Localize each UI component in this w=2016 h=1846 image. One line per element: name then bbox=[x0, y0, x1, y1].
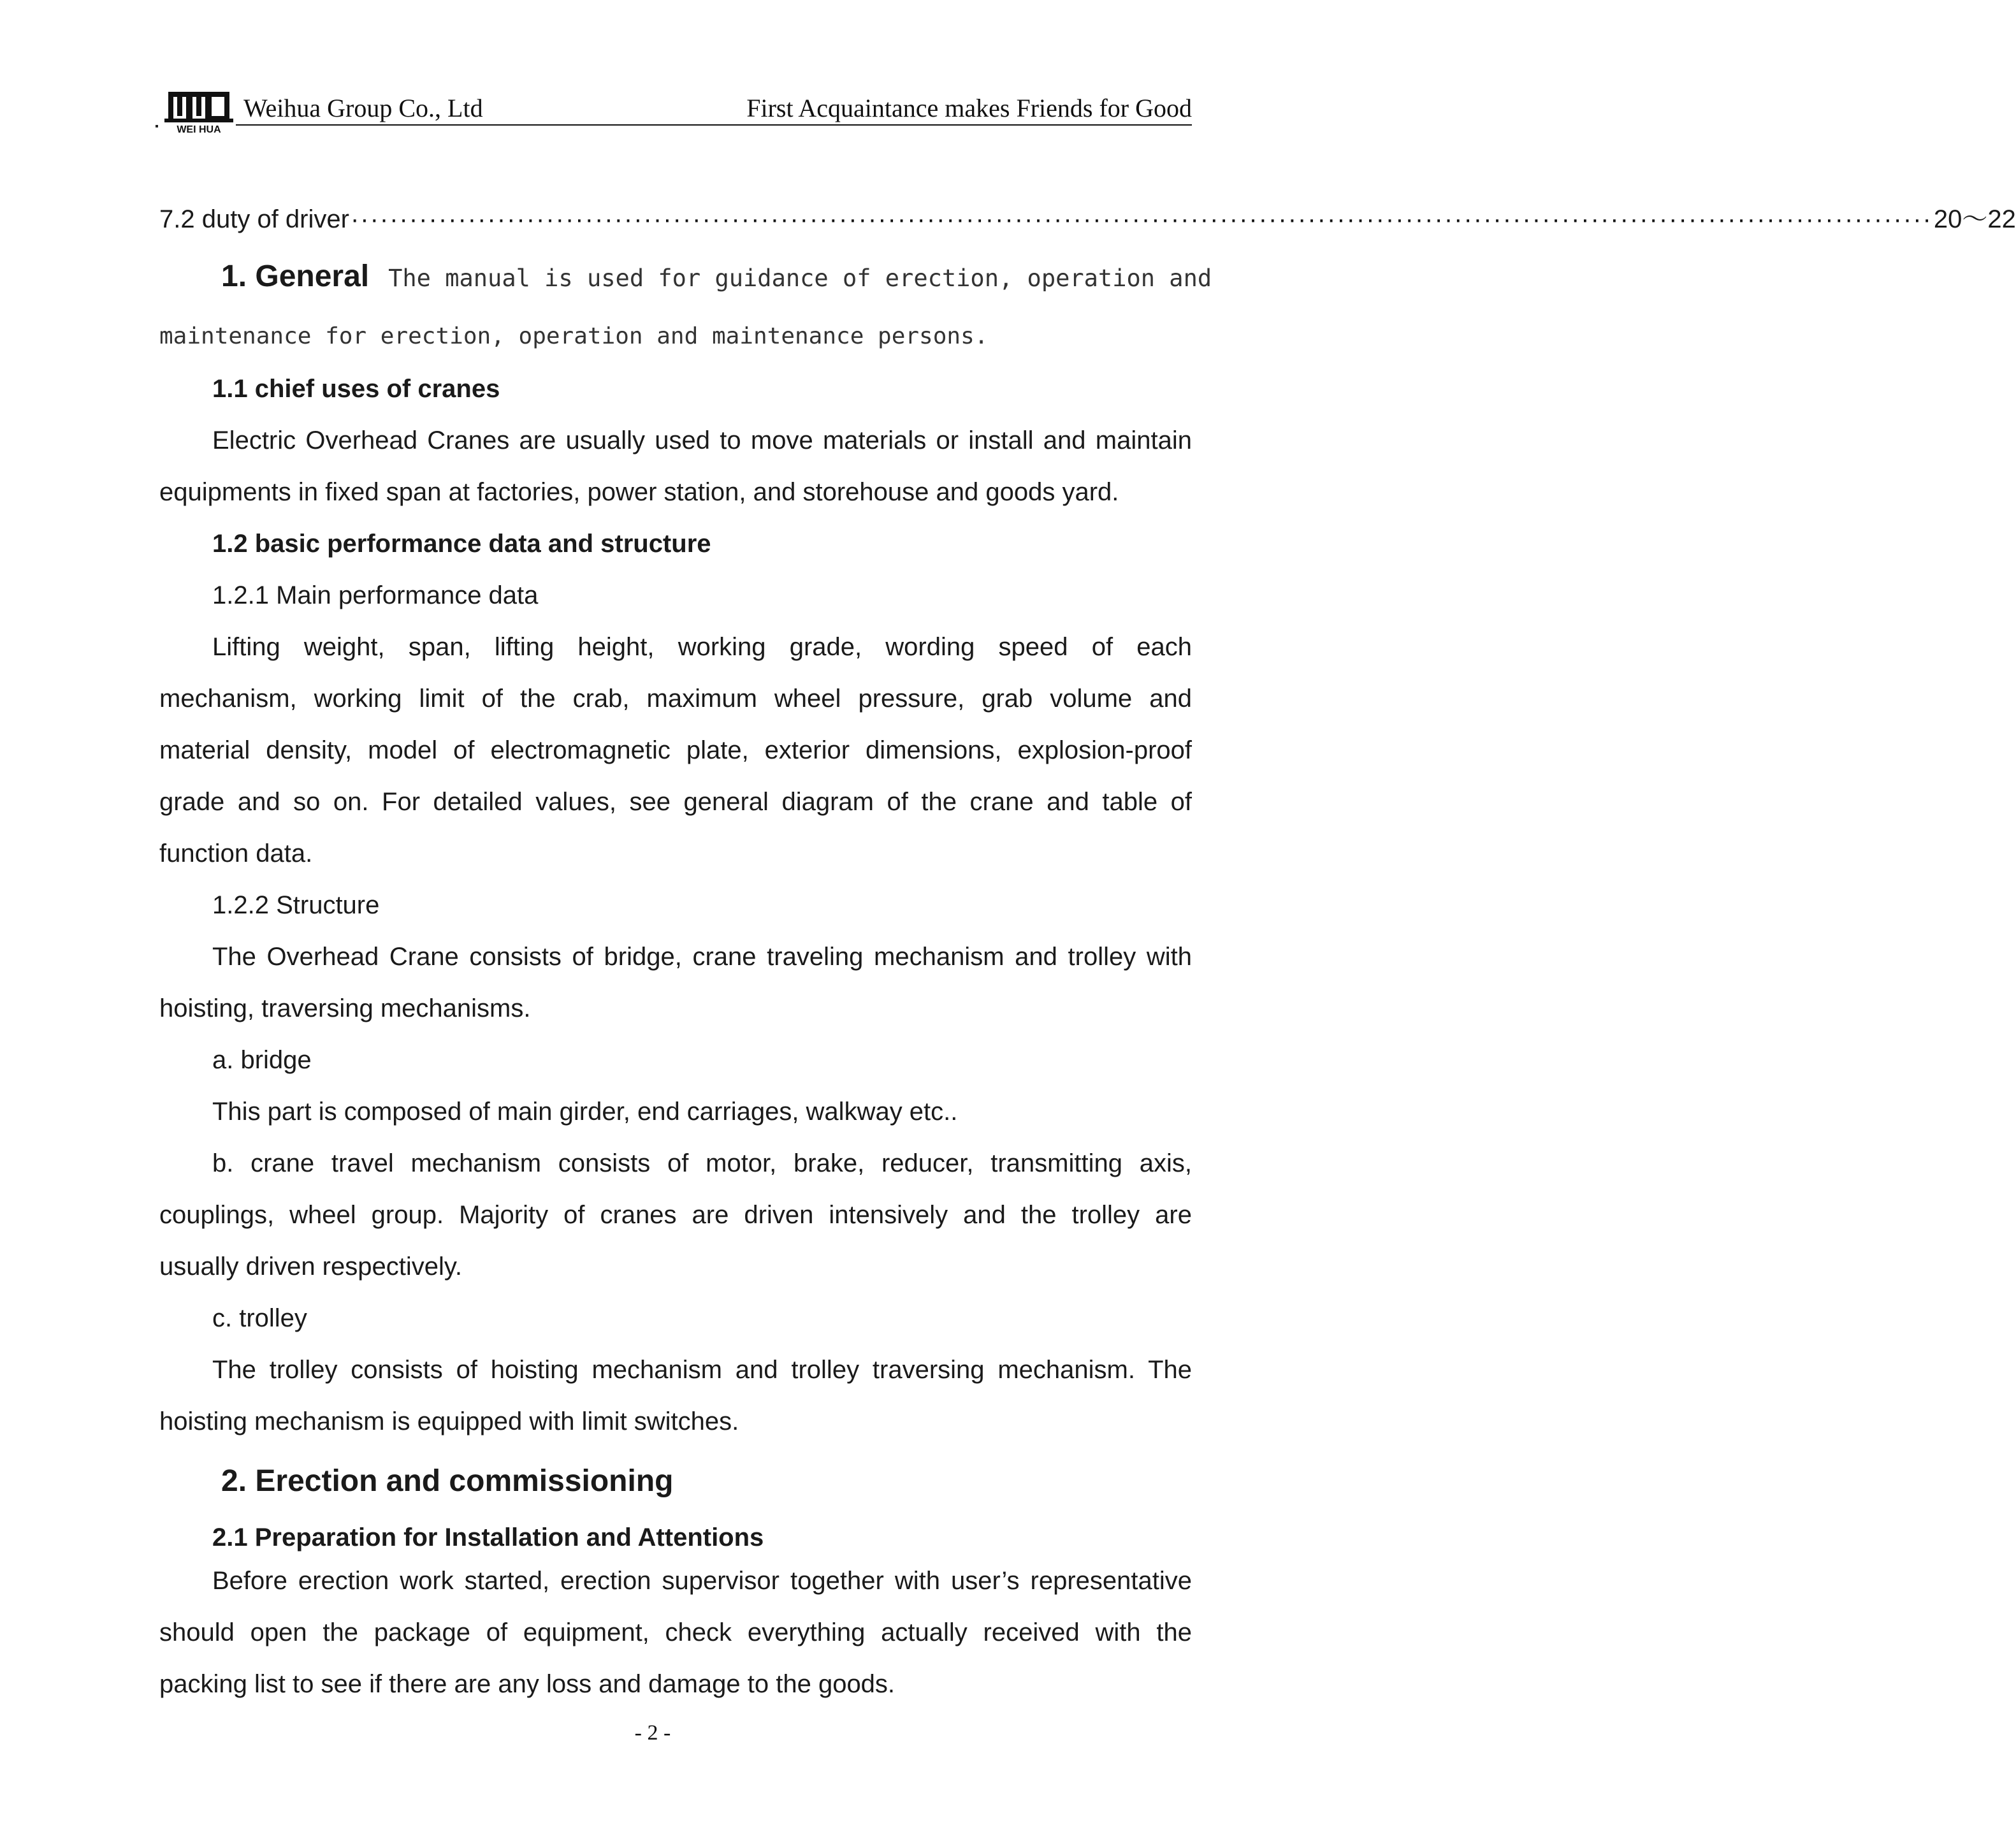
item-a-label: a. bridge bbox=[212, 1046, 312, 1074]
section-2-heading: 2. Erection and commissioning bbox=[221, 1464, 674, 1498]
struct-line-1: The Overhead Crane consists of bridge, crane traveling mechanism and trolley with bbox=[212, 943, 1192, 971]
page-number: - 2 - bbox=[634, 1721, 671, 1745]
item-b-line-1: b. crane travel mechanism consists of motor, brake, reducer, transmitting axis, bbox=[212, 1149, 1192, 1177]
perf-line-3: material density, model of electromagnetic plate, exterior dimensions, explosion-proof bbox=[159, 736, 1192, 764]
section-2-1-line-3: packing list to see if there are any loss and damage to the goods. bbox=[159, 1670, 896, 1698]
perf-line-1: Lifting weight, span, lifting height, working grade, wording speed of each bbox=[212, 633, 1192, 661]
header-dot bbox=[156, 125, 158, 127]
toc-leader-dots: ·································································································································································· bbox=[350, 205, 1933, 233]
item-c-label: c. trolley bbox=[212, 1304, 307, 1332]
section-1-intro-line-2: maintenance for erection, operation and maintenance persons. bbox=[159, 323, 989, 349]
struct-line-2: hoisting, traversing mechanisms. bbox=[159, 994, 531, 1022]
section-2-1-heading: 2.1 Preparation for Installation and Attentions bbox=[212, 1523, 764, 1552]
logo-text: WEI HUA bbox=[177, 124, 221, 135]
section-2-1-line-1: Before erection work started, erection supervisor together with user’s representative bbox=[212, 1567, 1192, 1595]
perf-line-5: function data. bbox=[159, 839, 313, 868]
perf-line-4: grade and so on. For detailed values, see general diagram of the crane and table of bbox=[159, 788, 1192, 816]
header-rule bbox=[236, 124, 1192, 126]
toc-entry-pages: 20～22 bbox=[1933, 205, 2016, 233]
section-1-heading-line bbox=[221, 259, 1212, 294]
item-c-line-1: The trolley consists of hoisting mechanism and trolley traversing mechanism. The bbox=[212, 1356, 1192, 1384]
section-1-2-heading: 1.2 basic performance data and structure bbox=[212, 530, 711, 558]
item-b-line-2: couplings, wheel group. Majority of cranes are driven intensively and the trolley are bbox=[159, 1201, 1192, 1229]
section-1-1-heading: 1.1 chief uses of cranes bbox=[212, 375, 500, 403]
section-1-intro-line-1: The manual is used for guidance of erection, operation and bbox=[388, 265, 1212, 292]
section-1-2-1-heading: 1.2.1 Main performance data bbox=[212, 581, 539, 609]
weihua-logo-icon bbox=[164, 89, 233, 135]
company-slogan: First Acquaintance makes Friends for Good bbox=[746, 94, 1192, 122]
item-c-line-2: hoisting mechanism is equipped with limit switches. bbox=[159, 1407, 739, 1435]
perf-line-2: mechanism, working limit of the crab, maximum wheel pressure, grab volume and bbox=[159, 685, 1192, 713]
section-1-1-para-line-2: equipments in fixed span at factories, power station, and storehouse and goods yard. bbox=[159, 478, 1119, 506]
section-1-heading: 1. General bbox=[221, 259, 370, 293]
section-1-1-para-line-1: Electric Overhead Cranes are usually used to move materials or install and maintain bbox=[212, 426, 1192, 454]
toc-entry bbox=[159, 204, 2016, 235]
item-b-line-3: usually driven respectively. bbox=[159, 1253, 463, 1281]
company-name: Weihua Group Co., Ltd bbox=[243, 94, 483, 122]
toc-entry-title: 7.2 duty of driver bbox=[159, 205, 349, 233]
page-header bbox=[159, 89, 1192, 134]
section-1-2-2-heading: 1.2.2 Structure bbox=[212, 891, 380, 919]
item-a-text: This part is composed of main girder, end carriages, walkway etc.. bbox=[212, 1098, 958, 1126]
section-2-1-line-2: should open the package of equipment, check everything actually received with the bbox=[159, 1618, 1192, 1646]
